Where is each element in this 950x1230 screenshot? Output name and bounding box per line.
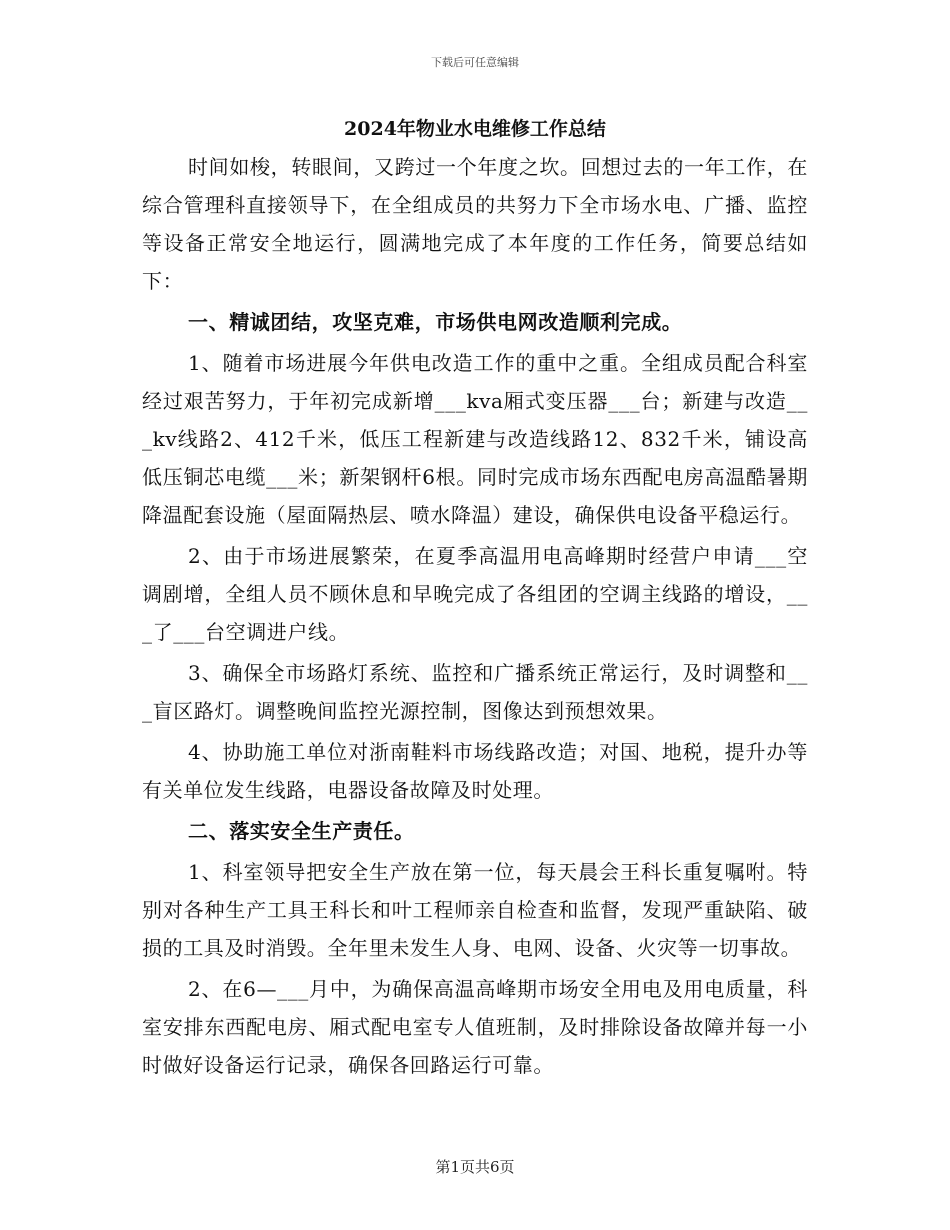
section-1-item-4: 4、协助施工单位对浙南鞋料市场线路改造；对国、地税，提升办等有关单位发生线路，电器设备故障及时处理。	[142, 740, 808, 802]
section-heading-2: 二、落实安全生产责任。	[188, 819, 415, 843]
page-footer-number: 第1页共6页	[435, 1158, 515, 1176]
document-title: 2024年物业水电维修工作总结	[344, 118, 606, 140]
section-1-item-1: 1、随着市场进展今年供电改造工作的重中之重。全组成员配合科室经过艰苦努力，于年初完成新增___kva厢式变压器___台；新建与改造___kv线路2、412千米，低压工程新建与改造线路12、832千米，铺设高低压铜芯电缆___米；新架钢杆6根。同时完成市场东西配电房高温酷暑期降温配套设施（屋面隔热层、喷水降温）建设，确保供电设备平稳运行。	[142, 351, 808, 527]
page-header-note: 下载后可任意编辑	[431, 56, 519, 69]
section-1-item-3: 3、确保全市场路灯系统、监控和广播系统正常运行，及时调整和___盲区路灯。调整晚间监控光源控制，图像达到预想效果。	[142, 661, 808, 723]
section-2-item-1: 1、科室领导把安全生产放在第一位，每天晨会王科长重复嘱咐。特别对各种生产工具王科长和叶工程师亲自检查和监督，发现严重缺陷、破损的工具及时消毁。全年里未发生人身、电网、设备、火灾等一切事故。	[142, 860, 808, 960]
document-body	[142, 112, 808, 1087]
section-heading-1: 一、精诚团结，攻坚克难，市场供电网改造顺利完成。	[188, 310, 683, 334]
section-1-item-2: 2、由于市场进展繁荣，在夏季高温用电高峰期时经营户申请___空调剧增，全组人员不顾休息和早晚完成了各组团的空调主线路的增设，___了___台空调进户线。	[142, 544, 808, 644]
section-2-item-2: 2、在6—___月中，为确保高温高峰期市场安全用电及用电质量，科室安排东西配电房、厢式配电室专人值班制，及时排除设备故障并每一小时做好设备运行记录，确保各回路运行可靠。	[142, 977, 808, 1077]
intro-paragraph: 时间如梭，转眼间，又跨过一个年度之坎。回想过去的一年工作，在综合管理科直接领导下，在全组成员的共努力下全市场水电、广播、监控等设备正常安全地运行，圆满地完成了本年度的工作任务，简要总结如下：	[142, 155, 808, 293]
